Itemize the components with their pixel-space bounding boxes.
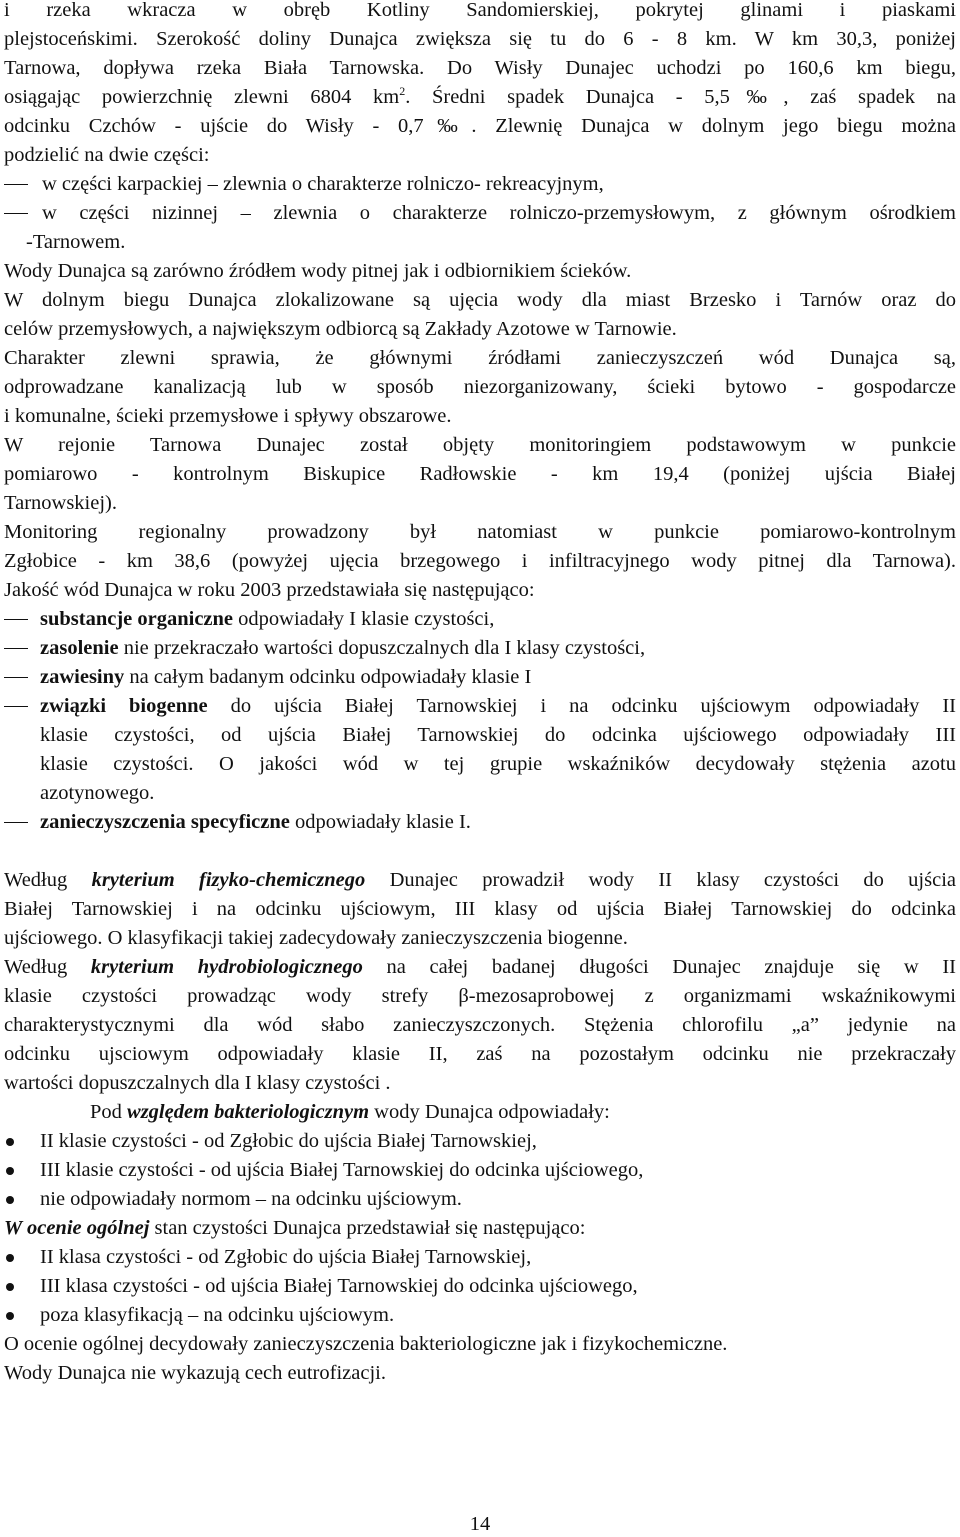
text-line: Pod względem bakteriologicznym wody Dunajca odpowiadały:	[90, 1101, 610, 1123]
dash-list-item: zawiesiny na całym badanym odcinku odpowiadały klasie I	[4, 663, 956, 692]
text-line: Tarnowa, dopływa rzeka Biała Tarnowska. Do Wisły Dunajec uchodzi po 160,6 km biegu,	[4, 57, 956, 79]
document-page	[4, 0, 956, 1537]
text-line: W rejonie Tarnowa Dunajec został objęty monitoringiem podstawowym w punkcie	[4, 434, 956, 456]
text-line: odcinku Czchów - ujście do Wisły - 0,7‰. Zlewnię Dunajca w dolnym jego biegu można	[4, 115, 956, 137]
text-line: podzielić na dwie części:	[4, 144, 210, 166]
bullet-marker	[6, 1196, 14, 1204]
bullet-marker	[6, 1138, 14, 1146]
page-number: 14	[469, 1513, 491, 1535]
text-line: pomiarowo - kontrolnym Biskupice Radłowskie - km 19,4 (poniżej ujścia Białej	[4, 463, 956, 485]
dash-marker	[4, 706, 28, 707]
text-line: Wody Dunajca są zarówno źródłem wody pitnej jak i odbiornikiem ścieków.	[4, 260, 632, 282]
bullet-marker	[6, 1167, 14, 1175]
text-line: Monitoring regionalny prowadzony był natomiast w punkcie pomiarowo-kontrolnym	[4, 521, 956, 543]
text-line: Według kryterium hydrobiologicznego na całej badanej długości Dunajec znajduje się w II	[4, 956, 956, 978]
text-line: charakterystycznymi dla wód słabo zanieczyszczonych. Stężenia chlorofilu „a” jedynie na	[4, 1014, 956, 1036]
text-line: i rzeka wkracza w obręb Kotliny Sandomierskiej, pokrytej glinami i piaskami	[4, 0, 956, 21]
bullet-list-item: III klasie czystości - od ujścia Białej Tarnowskiej do odcinka ujściowego,	[4, 1156, 956, 1185]
dash-list-item: substancje organiczne odpowiadały I klasie czystości,	[4, 605, 956, 634]
dash-list-item: zasolenie nie przekraczało wartości dopuszczalnych dla I klasy czystości,	[4, 634, 956, 663]
dash-list-item: związki biogenne do ujścia Białej Tarnowskiej i na odcinku ujściowym odpowiadały II	[4, 692, 956, 721]
bullet-list-item: poza klasyfikacją – na odcinku ujściowym.	[4, 1301, 956, 1330]
text-line: Charakter zlewni sprawia, że głównymi źródłami zanieczyszczeń wód Dunajca są,	[4, 347, 956, 369]
text-line: ujściowego. O klasyfikacji takiej zadecydowały zanieczyszczenia biogenne.	[4, 927, 628, 949]
bullet-list-item: nie odpowiadały normom – na odcinku ujściowym.	[4, 1185, 956, 1214]
text-line: wartości dopuszczalnych dla I klasy czystości .	[4, 1072, 391, 1094]
dash-marker	[4, 648, 28, 649]
text-line: i komunalne, ścieki przemysłowe i spływy obszarowe.	[4, 405, 452, 427]
bullet-marker	[6, 1312, 14, 1320]
text-line: O ocenie ogólnej decydowały zanieczyszczenia bakteriologiczne jak i fizykochemiczne.	[4, 1333, 728, 1355]
bullet-list-item: III klasa czystości - od ujścia Białej Tarnowskiej do odcinka ujściowego,	[4, 1272, 956, 1301]
text-line: osiągając powierzchnię zlewni 6804 $km^2$. Średni spadek Dunajca - 5,5‰, zaś spadek na	[4, 84, 956, 108]
dash-list-item: w części karpackiej – zlewnia o charakterze rolniczo- rekreacyjnym,	[4, 170, 956, 199]
text-line: Tarnowskiej).	[4, 492, 117, 514]
text-line: odcinku ujsciowym odpowiadały klasie II, zaś na pozostałym odcinku nie przekraczały	[4, 1043, 956, 1065]
text-line: plejstoceńskimi. Szerokość doliny Dunajca zwiększa się tu do 6 - 8 km. W km 30,3, poniżej	[4, 28, 956, 50]
bullet-list-item: II klasa czystości - od Zgłobic do ujścia Białej Tarnowskiej,	[4, 1243, 956, 1272]
text-line: Wody Dunajca nie wykazują cech eutrofizacji.	[4, 1362, 386, 1384]
superscript: 2	[399, 84, 406, 99]
bullet-marker	[6, 1283, 14, 1291]
dash-list-item: zanieczyszczenia specyficzne odpowiadały klasie I.	[4, 808, 956, 837]
text-line: klasie czystości prowadząc wody strefy β-mezosaprobowej z organizmami wskaźnikowymi	[4, 985, 956, 1007]
dash-marker	[4, 677, 28, 678]
text-line: W dolnym biegu Dunajca zlokalizowane są ujęcia wody dla miast Brzesko i Tarnów oraz do	[4, 289, 956, 311]
bullet-marker	[6, 1254, 14, 1262]
text-line: Zgłobice - km 38,6 (powyżej ujęcia brzegowego i infiltracyjnego wody pitnej dla Tarnowa).	[4, 550, 956, 572]
text-line: klasie czystości, od ujścia Białej Tarnowskiej do odcinka ujściowego odpowiadały III	[40, 724, 956, 746]
text-line: odprowadzane kanalizacją lub w sposób niezorganizowany, ścieki bytowo - gospodarcze	[4, 376, 956, 398]
text-line: azotynowego.	[40, 782, 155, 804]
dash-marker	[4, 213, 28, 214]
dash-marker	[4, 619, 28, 620]
text-line: celów przemysłowych, a największym odbiorcą są Zakłady Azotowe w Tarnowie.	[4, 318, 677, 340]
text-line: -Tarnowem.	[26, 231, 126, 253]
text-line: Białej Tarnowskiej i na odcinku ujściowym, III klasy od ujścia Białej Tarnowskiej do odcinka	[4, 898, 956, 920]
dash-list-item: w części nizinnej – zlewnia o charakterze rolniczo-przemysłowym, z głównym ośrodkiem	[4, 199, 956, 228]
dash-marker	[4, 184, 28, 185]
bullet-list-item: II klasie czystości - od Zgłobic do ujścia Białej Tarnowskiej,	[4, 1127, 956, 1156]
dash-marker	[4, 822, 28, 823]
text-line: Według kryterium fizyko-chemicznego Dunajec prowadził wody II klasy czystości do ujścia	[4, 869, 956, 891]
text-line: Jakość wód Dunajca w roku 2003 przedstawiała się następująco:	[4, 579, 535, 601]
text-line: W ocenie ogólnej stan czystości Dunajca przedstawiał się następująco:	[4, 1217, 586, 1239]
text-line: klasie czystości. O jakości wód w tej grupie wskaźników decydowały stężenia azotu	[40, 753, 956, 775]
